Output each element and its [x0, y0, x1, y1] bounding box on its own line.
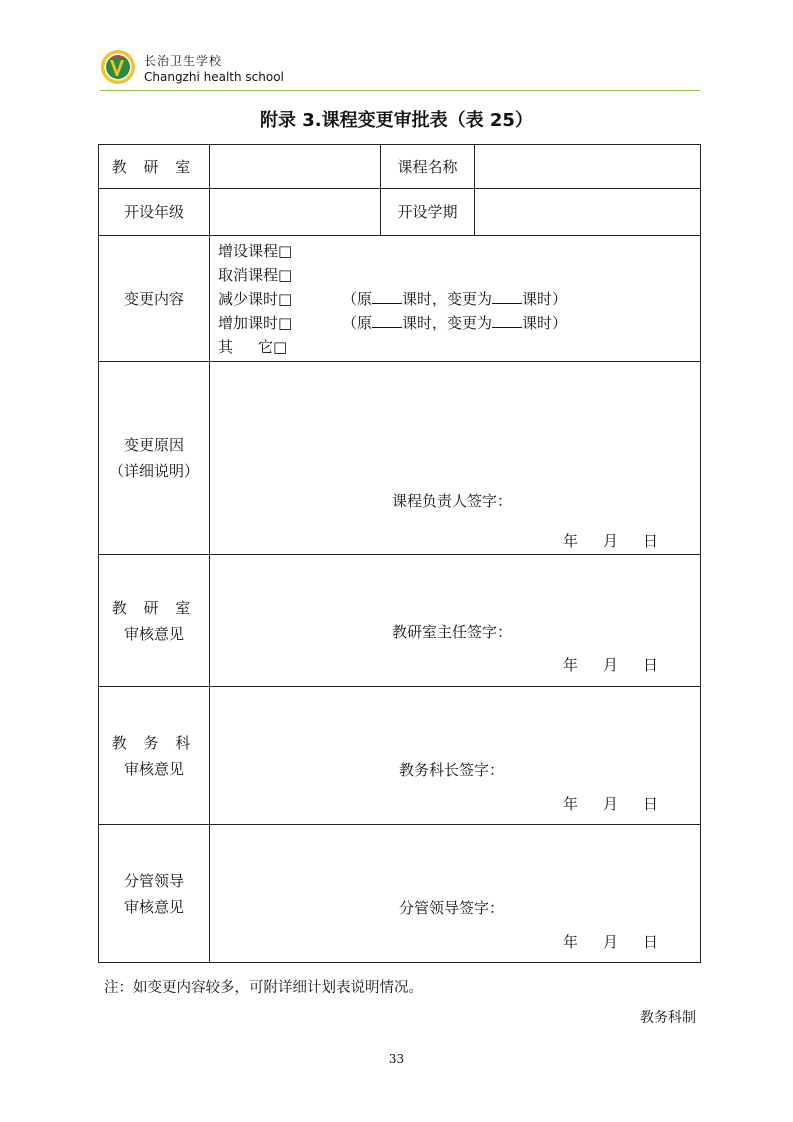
field-leader-opinion[interactable]: [210, 825, 701, 963]
date-month: 月: [602, 933, 618, 951]
date-year: 年: [562, 933, 578, 951]
page-number: 33: [388, 1052, 405, 1066]
reduce-original-blank[interactable]: [372, 289, 402, 304]
row-grade-term: [99, 189, 701, 236]
option-other-label-b: 它□: [258, 337, 288, 356]
label-term: 开设学期: [381, 189, 475, 236]
field-affairs-opinion[interactable]: [210, 687, 701, 825]
option-increase-hours-label: 增加课时□: [218, 313, 293, 332]
label-dept-opinion: [99, 555, 210, 687]
date-dept-head: [563, 654, 658, 675]
label-dept-opinion-line1: 教 研 室: [111, 598, 197, 617]
row-dept-course: [99, 145, 701, 189]
row-change-content: [99, 236, 701, 362]
increase-detail-end: 课时）: [522, 313, 568, 332]
label-dept-opinion-line2: 审核意见: [123, 624, 184, 643]
date-affairs-head: [563, 793, 658, 814]
label-change-reason: [99, 362, 210, 555]
option-add-course-label: 增设课程□: [218, 241, 293, 260]
label-dept: 教 研 室: [99, 145, 210, 189]
date-month: 月: [602, 795, 618, 813]
date-year: 年: [562, 656, 578, 674]
page-header: [100, 46, 700, 90]
option-reduce-hours[interactable]: [210, 287, 700, 311]
course-change-form: [98, 144, 701, 963]
option-cancel-course[interactable]: [210, 263, 700, 287]
date-month: 月: [602, 532, 618, 550]
option-increase-hours[interactable]: [210, 311, 700, 335]
date-day: 日: [642, 656, 658, 674]
option-cancel-course-label: 取消课程□: [218, 265, 293, 284]
form-note: 注：如变更内容较多，可附详细计划表说明情况。: [104, 980, 423, 996]
form-title: 附录 3.课程变更审批表（表 25）: [260, 110, 533, 131]
increase-original-blank[interactable]: [372, 313, 402, 328]
increase-new-blank[interactable]: [492, 313, 522, 328]
school-name-en: Changzhi health school: [144, 70, 284, 84]
date-day: 日: [642, 532, 658, 550]
label-course-name: 课程名称: [381, 145, 475, 189]
label-affairs-opinion-line2: 审核意见: [123, 759, 184, 778]
reduce-new-blank[interactable]: [492, 289, 522, 304]
date-course-lead: [563, 530, 658, 551]
row-dept-opinion: [99, 555, 701, 687]
field-course-name[interactable]: [475, 145, 701, 189]
signature-affairs-head: 教务科长签字：: [399, 761, 505, 779]
signature-course-lead: 课程负责人签字：: [392, 492, 513, 510]
label-leader-opinion-line1: 分管领导: [123, 871, 184, 890]
label-grade: 开设年级: [99, 189, 210, 236]
field-change-reason[interactable]: [210, 362, 701, 555]
signature-leader: 分管领导签字：: [399, 899, 505, 917]
row-change-reason: [99, 362, 701, 555]
reduce-detail-end: 课时）: [522, 289, 568, 308]
reduce-hours-detail: [342, 287, 567, 311]
date-month: 月: [602, 656, 618, 674]
option-add-course[interactable]: [210, 239, 700, 263]
label-change-reason-line1: 变更原因: [123, 436, 184, 454]
row-affairs-opinion: [99, 687, 701, 825]
field-dept-opinion[interactable]: [210, 555, 701, 687]
label-leader-opinion: [99, 825, 210, 963]
form-maker: 教务科制: [640, 1010, 696, 1026]
reduce-detail-change: 课时，变更为: [402, 289, 493, 308]
label-leader-opinion-line2: 审核意见: [123, 897, 184, 916]
increase-detail-change: 课时，变更为: [402, 313, 493, 332]
date-day: 日: [642, 933, 658, 951]
reduce-detail-original: （原: [342, 289, 373, 308]
school-name-cn: 长治卫生学校: [144, 54, 223, 68]
increase-hours-detail: [342, 311, 567, 335]
header-divider: [100, 90, 700, 91]
school-logo-icon: [100, 49, 136, 85]
field-dept[interactable]: [210, 145, 381, 189]
option-reduce-hours-label: 减少课时□: [218, 289, 293, 308]
field-term[interactable]: [475, 189, 701, 236]
date-day: 日: [642, 795, 658, 813]
change-options: [210, 236, 701, 362]
label-change-reason-line2: （详细说明）: [108, 462, 199, 480]
signature-dept-head: 教研室主任签字：: [392, 623, 513, 641]
label-affairs-opinion: [99, 687, 210, 825]
date-year: 年: [562, 795, 578, 813]
row-leader-opinion: [99, 825, 701, 963]
field-grade[interactable]: [210, 189, 381, 236]
option-other[interactable]: [210, 335, 700, 359]
label-affairs-opinion-line1: 教 务 科: [111, 733, 197, 752]
date-year: 年: [562, 532, 578, 550]
option-other-label-a: 其: [218, 337, 234, 356]
date-leader: [563, 931, 658, 952]
increase-detail-original: （原: [342, 313, 373, 332]
label-change-content: 变更内容: [99, 236, 210, 362]
